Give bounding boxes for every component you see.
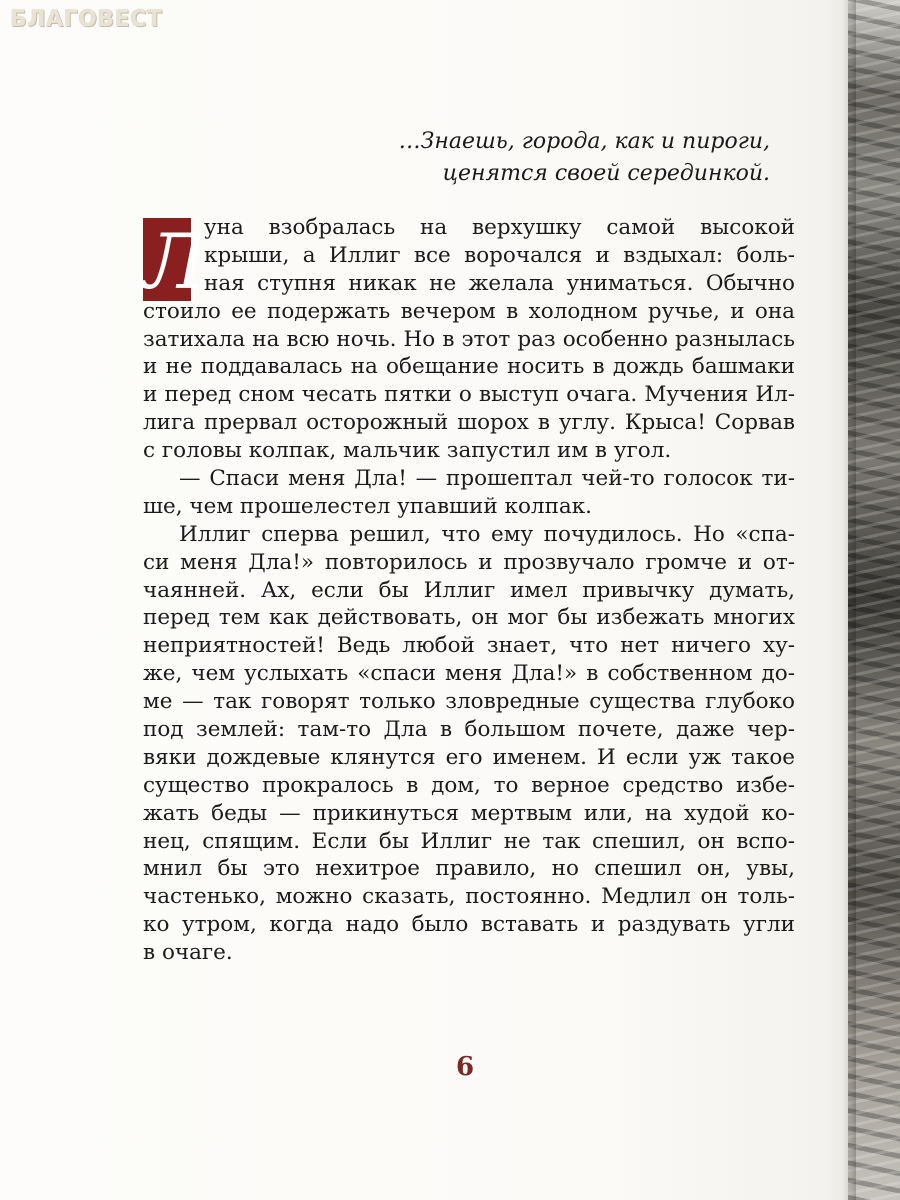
text-line: уна взобралась на верхушку самой высокой	[204, 215, 795, 240]
text-line: вяки дождевые клянутся его именем. И если уж такое	[143, 744, 795, 770]
page-number: 6	[455, 1052, 475, 1082]
text-line: частенько, можно сказать, постоянно. Медлил он толь-	[143, 884, 795, 910]
text-line: лига прервал осторожный шорох в углу. Крыса! Сорвав	[143, 410, 795, 436]
text-line: под землей: там-то Дла в большом почете, даже чер-	[143, 717, 795, 743]
epigraph-line: …Знаешь, города, как и пироги,	[398, 129, 770, 154]
page-gutter-shadow	[842, 0, 856, 1200]
text-line: стоило ее подержать вечером в холодном ручье, и она	[143, 298, 795, 324]
text-line: ко утром, когда надо было вставать и раздувать угли	[143, 912, 795, 938]
drop-cap-letter: Л	[143, 217, 207, 306]
text-line: с головы колпак, мальчик запустил им в угол.	[143, 438, 672, 464]
text-line: же, чем услыхать «спаси меня Дла!» в собственном до-	[143, 661, 795, 687]
watermark: БЛАГОВЕСТ	[10, 7, 163, 32]
text-line: ме — так говорят только зловредные существа глубоко	[143, 689, 795, 715]
epigraph	[250, 126, 770, 190]
text-line: Иллиг сперва решил, что ему почудилось. Но «спа-	[179, 521, 795, 547]
text-line: мнил бы это нехитрое правило, но спешил он, увы,	[143, 856, 795, 882]
text-line: затихала на всю ночь. Но в этот раз особенно разнылась	[143, 326, 795, 352]
text-line: нец, спящим. Если бы Иллиг не так спешил, он вспо-	[143, 828, 795, 854]
text-line: крыши, а Иллиг все ворочался и вздыхал: боль-	[204, 242, 795, 268]
text-line: — Спаси меня Дла! — прошептал чей-то голосок ти-	[179, 466, 795, 492]
text-line: ше, чем прошелестел упавший колпак.	[143, 493, 593, 519]
text-line: си меня Дла!» повторилось и прозвучало громче и от-	[143, 549, 795, 575]
text-line: ная ступня никак не желала униматься. Обычно	[204, 270, 795, 296]
text-line: и не поддавалась на обещание носить в дождь башмаки	[143, 354, 795, 380]
text-line: в очаге.	[143, 940, 233, 966]
text-line: перед тем как действовать, он мог бы избежать многих	[143, 605, 795, 631]
text-line: существо прокралось в дом, то верное средство избе-	[143, 772, 795, 798]
text-line: и перед сном чесать пятки о выступ очага. Мучения Ил-	[143, 382, 795, 408]
epigraph-line: ценятся своей серединкой.	[442, 161, 770, 186]
text-line: жать беды — прикинуться мертвым или, на худой ко-	[143, 800, 795, 826]
body-text	[143, 214, 795, 967]
text-line: неприятностей! Ведь любой знает, что нет ничего ху-	[143, 633, 795, 659]
text-line: чаянней. Ах, если бы Иллиг имел привычку думать,	[143, 577, 795, 603]
